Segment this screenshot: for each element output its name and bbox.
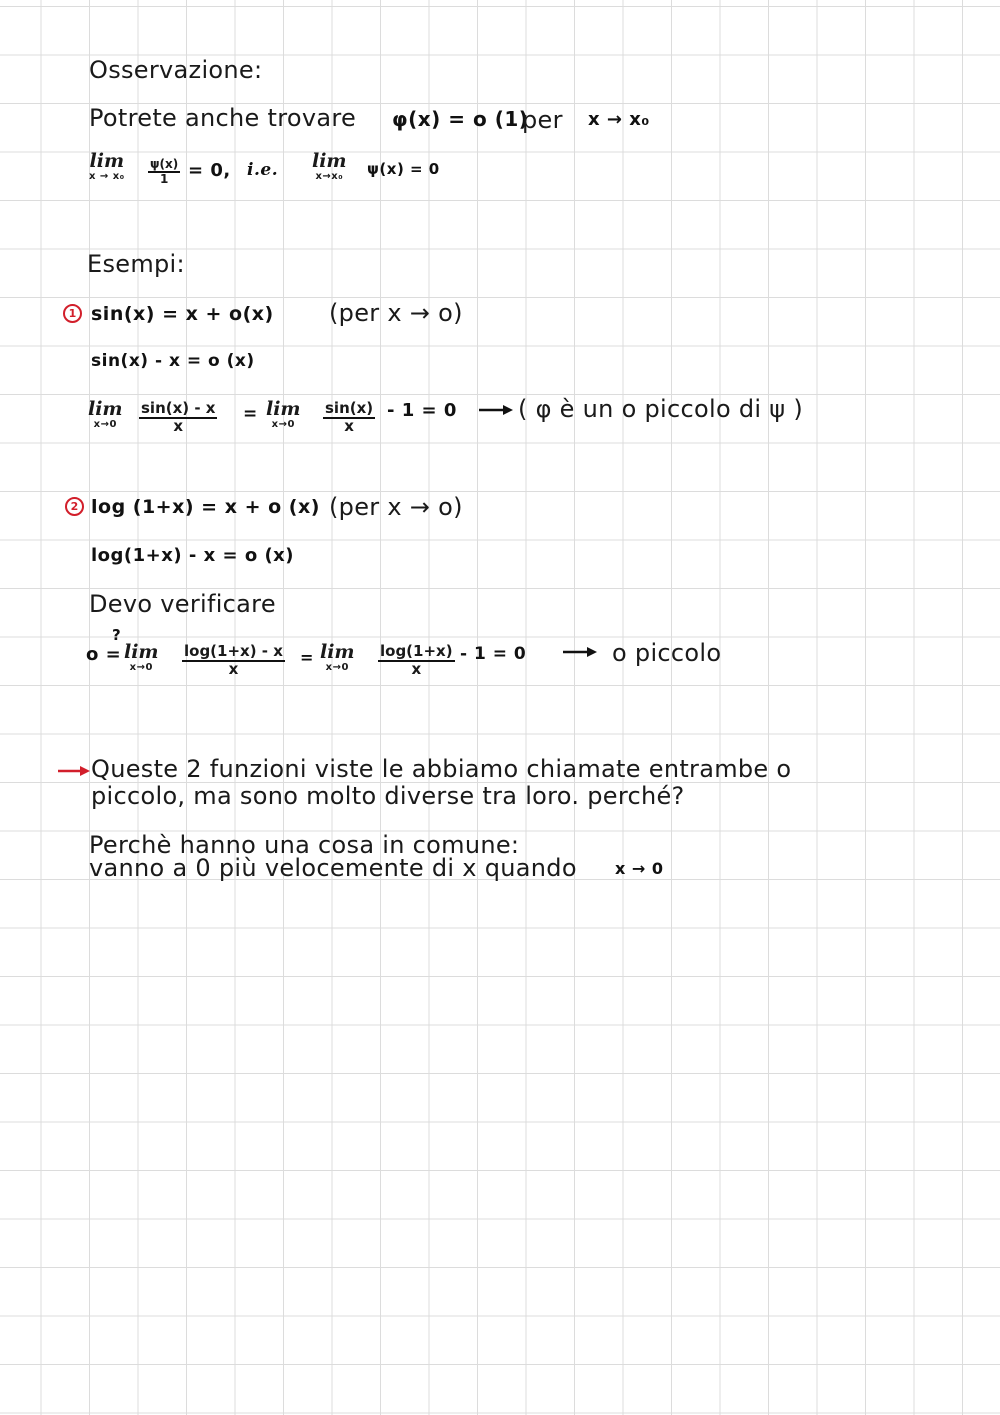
fraction-numerator: log(1+x) - x — [184, 642, 283, 660]
arrow-right-icon — [562, 645, 598, 659]
ex1-per: (per x → o) — [329, 299, 463, 327]
ex2-equals: = — [300, 648, 314, 667]
note-line-1: Queste 2 funzioni viste le abbiamo chiamate entrambe o — [91, 755, 792, 783]
note-line-4: vanno a 0 più velocemente di x quando — [89, 854, 577, 882]
ex2-conclusion: o piccolo — [612, 639, 722, 667]
note-line-2: piccolo, ma sono molto diverse tra loro. perché? — [91, 782, 685, 810]
fraction-denominator: 1 — [159, 172, 169, 186]
ex1-equals: = — [243, 404, 258, 424]
line2-eq0: = 0, — [188, 160, 231, 181]
ex1-lim2 — [266, 400, 301, 430]
lim-subscript: x→0 — [271, 419, 295, 430]
ex1-tail: - 1 = 0 — [387, 400, 457, 421]
lim-word: lim — [124, 641, 159, 663]
examples-heading: Esempi: — [87, 250, 185, 278]
lim-subscript: x→0 — [93, 419, 117, 430]
lim-word: lim — [312, 150, 347, 172]
lim-word: lim — [89, 150, 125, 172]
ex2-lead: o = — [86, 644, 122, 665]
lim-subscript: x→0 — [129, 662, 153, 673]
fraction-numerator: sin(x) - x — [141, 399, 216, 417]
line1-cond: x → x₀ — [588, 109, 650, 130]
fraction-numerator: log(1+x) — [380, 642, 453, 660]
ex2-lim2 — [320, 643, 355, 673]
line1-text: Potrete anche trovare — [89, 104, 357, 132]
fraction-denominator: x — [344, 417, 354, 435]
line1-formula: φ(x) = o (1) — [392, 107, 529, 131]
lim-subscript: x→0 — [325, 662, 349, 673]
example-2-badge: 2 — [65, 497, 84, 516]
ex2-equation: log (1+x) = x + o (x) — [91, 496, 320, 518]
line1-per: per — [522, 106, 563, 134]
example-1-badge: 1 — [63, 304, 82, 323]
arrow-right-icon — [478, 403, 514, 417]
red-arrow-icon — [57, 764, 91, 778]
ex2-fraction-2 — [378, 643, 455, 677]
note-cond: x → 0 — [615, 859, 664, 878]
line2-lim2 — [312, 152, 347, 182]
ex2-lim1 — [124, 643, 159, 673]
ex2-tail: - 1 = 0 — [460, 644, 527, 664]
fraction-denominator: x — [411, 660, 422, 678]
ex1-fraction-2 — [323, 400, 375, 434]
line2-fraction — [148, 158, 180, 185]
fraction-numerator: sin(x) — [325, 399, 374, 417]
fraction-denominator: x — [228, 660, 239, 678]
note-line-3: Perchè hanno una cosa in comune: — [89, 831, 520, 859]
observation-heading: Osservazione: — [89, 56, 263, 84]
ex2-question-mark: ? — [112, 626, 122, 644]
fraction-denominator: x — [173, 417, 184, 435]
line2-ie: i.e. — [247, 160, 279, 180]
ex1-equation: sin(x) = x + o(x) — [91, 303, 274, 325]
line2-rest: ψ(x) = 0 — [367, 160, 440, 178]
lim-word: lim — [320, 641, 355, 663]
ex2-verify: Devo verificare — [89, 590, 276, 618]
ex2-fraction-1 — [182, 643, 285, 677]
ex2-per: (per x → o) — [329, 493, 463, 521]
ex1-equation-2: sin(x) - x = o (x) — [91, 351, 255, 371]
lim-subscript: x→x₀ — [315, 171, 344, 182]
line2-lim1 — [89, 152, 125, 182]
lim-subscript: x → x₀ — [89, 171, 125, 182]
fraction-numerator: ψ(x) — [150, 157, 179, 171]
lim-word: lim — [266, 398, 301, 420]
ex1-lim1 — [88, 400, 123, 430]
ex2-equation-2: log(1+x) - x = o (x) — [91, 545, 295, 566]
ex1-conclusion: ( φ è un o piccolo di ψ ) — [518, 395, 804, 423]
ex1-fraction-1 — [139, 400, 217, 434]
lim-word: lim — [88, 398, 123, 420]
